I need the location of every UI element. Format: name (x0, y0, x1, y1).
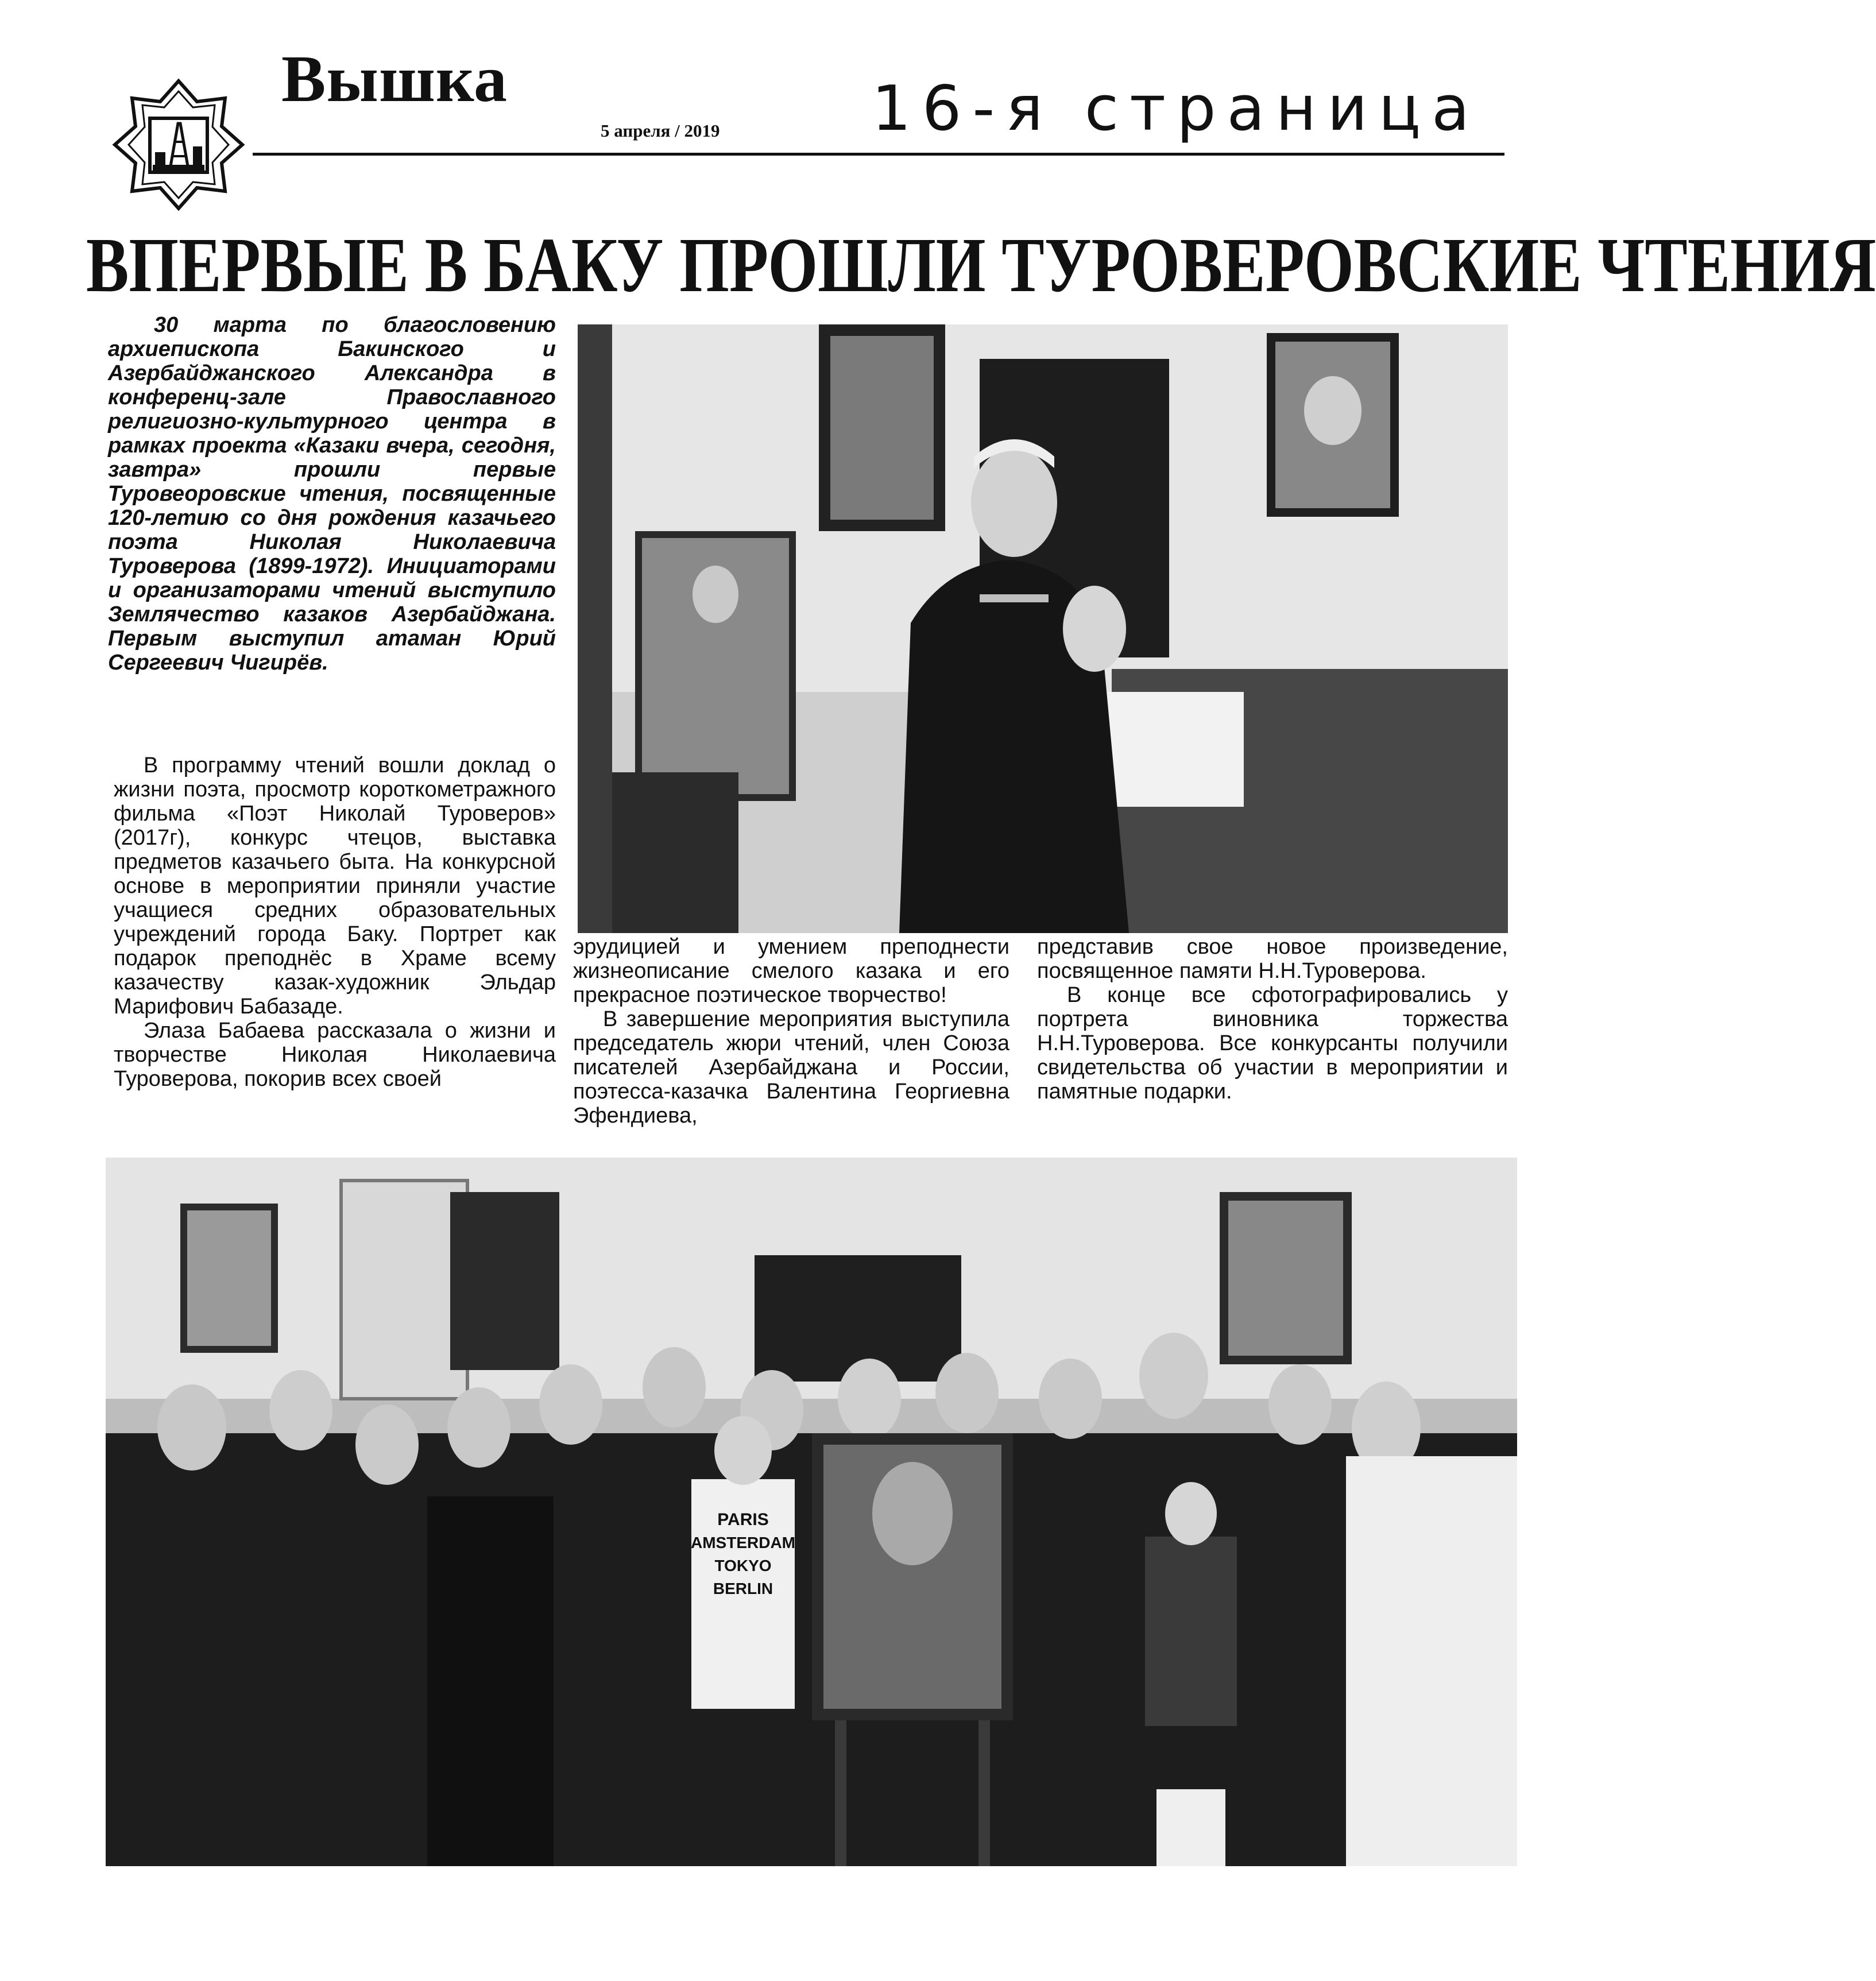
shirt-text-line-1: PARIS (717, 1510, 769, 1529)
column-2-paragraph-1: эрудицией и умением преподнести жизнеописание смелого казака и его прекрасное поэтическое творчество! (573, 935, 1009, 1007)
newspaper-logo-emblem (113, 79, 245, 211)
column-3-paragraph-1: представив свое новое произведение, посвященное памяти Н.Н.Туроверова. (1037, 935, 1508, 983)
column-3-paragraph-2: В конце все сфотографировались у портрета виновника торжества Н.Н.Туроверова. Все конкурсанты получили свидетельства об участии в мероприятии и памятные подарки. (1037, 983, 1508, 1104)
shirt-text-line-3: TOKYO (714, 1557, 772, 1574)
oil-derrick-star-emblem-icon (113, 79, 245, 211)
photo-group-portrait-image (106, 1158, 1517, 1866)
article-column-2 (573, 935, 1009, 1128)
column-2-paragraph-2: В завершение мероприятия выступила председатель жюри чтений, член Союза писателей Азербайджана и России, поэтесса-казачка Валентина Георгиевна Эфендиева, (573, 1007, 1009, 1128)
page-number-label: 16-я страница (872, 73, 1481, 145)
shirt-text-line-4: BERLIN (713, 1580, 773, 1597)
article-headline: ВПЕРВЫЕ В БАКУ ПРОШЛИ ТУРОВЕРОВСКИЕ ЧТЕНИЯ (86, 222, 1876, 308)
photo-ataman-speech-image (578, 324, 1508, 933)
column-1-paragraph-2: Элаза Бабаева рассказала о жизни и творчестве Николая Николаевича Туроверова, покорив всех своей (114, 1019, 556, 1091)
photo-ataman-speech (578, 324, 1508, 933)
article-lead (108, 313, 556, 675)
photo-group-portrait (106, 1158, 1517, 1866)
article-column-3 (1037, 935, 1508, 1104)
lead-paragraph: 30 марта по благословению архиепископа Бакинского и Азербайджанского Александра в конференц-зале Православного религиозно-культурного центра в рамках проекта «Казаки вчера, сегодня, завтра» прошли первые Туровеоровские чтения, посвященные 120-летию со дня рождения казачьего поэта Николая Николаевича Туроверова (1899-1972). Инициаторами и организаторами чтений выступило Землячество казаков Азербайджана. Первым выступил атаман Юрий Сергеевич Чигирёв. (108, 313, 556, 675)
issue-date: 5 апреля / 2019 (601, 121, 720, 141)
shirt-text-line-2: AMSTERDAM (691, 1534, 795, 1551)
column-1-paragraph-1: В программу чтений вошли доклад о жизни поэта, просмотр короткометражного фильма «Поэт Николай Туроверов» (2017г), конкурс чтецов, выставка предметов казачьего быта. На конкурсной основе в мероприятии приняли участие учащиеся средних образовательных учреждений города Баку. Портрет как подарок преподнёс в Храме всему казачеству казак-художник Эльдар Марифович Бабазаде. (114, 753, 556, 1019)
article-column-1 (114, 753, 556, 1091)
newspaper-name: Вышка (281, 42, 508, 116)
masthead-rule (253, 153, 1504, 156)
